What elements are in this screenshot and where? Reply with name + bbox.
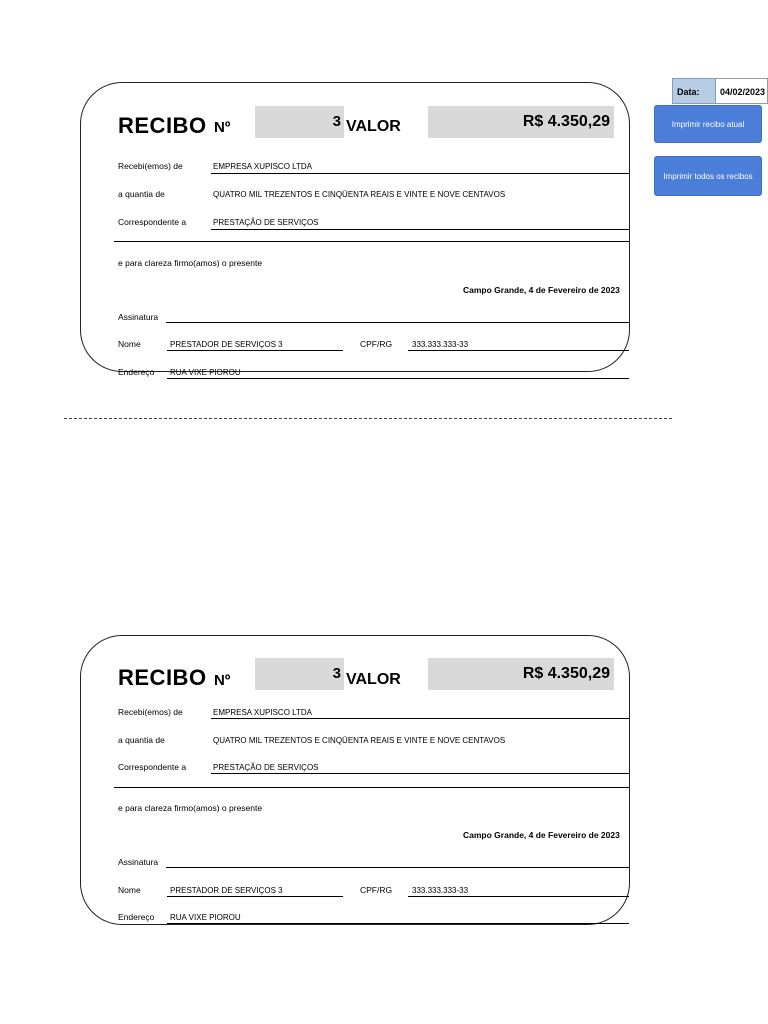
- address-underline: [167, 378, 629, 379]
- amount-words-label: a quantia de: [118, 735, 165, 745]
- clarity-text: e para clareza firmo(amos) o presente: [118, 803, 263, 813]
- section-divider: [114, 241, 629, 242]
- cpf-underline: [408, 350, 629, 351]
- received-from-underline: [211, 718, 629, 719]
- address-label: Endereço: [118, 912, 155, 922]
- amount-words-value[interactable]: QUATRO MIL TREZENTOS E CINQÜENTA REAIS E VINTE E NOVE CENTAVOS: [213, 736, 506, 745]
- place-date: Campo Grande, 4 de Fevereiro de 2023: [463, 830, 620, 840]
- amount-words-value[interactable]: QUATRO MIL TREZENTOS E CINQÜENTA REAIS E VINTE E NOVE CENTAVOS: [213, 190, 506, 199]
- address-label: Endereço: [118, 367, 155, 377]
- print-all-receipts-button[interactable]: [654, 156, 762, 196]
- amount-words-label: a quantia de: [118, 189, 165, 199]
- name-value[interactable]: PRESTADOR DE SERVIÇOS 3: [170, 886, 283, 895]
- name-label: Nome: [118, 885, 141, 895]
- print-current-receipt-button[interactable]: [654, 105, 762, 143]
- received-from-value[interactable]: EMPRESA XUPISCO LTDA: [213, 708, 312, 717]
- referring-label: Correspondente a: [118, 217, 187, 227]
- signature-label: Assinatura: [118, 857, 159, 867]
- name-label: Nome: [118, 339, 141, 349]
- received-from-label: Recebi(emos) de: [118, 161, 183, 171]
- receipt-title: RECIBO: [118, 113, 207, 138]
- cpf-underline: [408, 896, 629, 897]
- name-value[interactable]: PRESTADOR DE SERVIÇOS 3: [170, 340, 283, 349]
- receipt-number-label: Nº: [214, 672, 231, 689]
- received-from-value[interactable]: EMPRESA XUPISCO LTDA: [213, 162, 312, 171]
- place-date: Campo Grande, 4 de Fevereiro de 2023: [463, 285, 620, 295]
- cpf-label: CPF/RG: [360, 885, 393, 895]
- print-all-receipts-label: Imprimir todos os recibos: [663, 171, 753, 181]
- receipt-title: RECIBO: [118, 665, 207, 690]
- name-underline: [167, 896, 343, 897]
- signature-line[interactable]: [166, 867, 629, 868]
- date-value-cell[interactable]: [716, 78, 768, 104]
- cpf-label: CPF/RG: [360, 339, 393, 349]
- section-divider: [114, 787, 629, 788]
- date-value: 04/02/2023: [720, 87, 766, 97]
- date-label-cell: [672, 78, 716, 104]
- referring-value[interactable]: PRESTAÇÃO DE SERVIÇOS: [213, 218, 319, 227]
- address-underline: [167, 923, 629, 924]
- name-underline: [167, 350, 343, 351]
- address-value[interactable]: RUA VIXE PIOROU: [170, 368, 241, 377]
- signature-line[interactable]: [166, 322, 629, 323]
- receipt-value-label: VALOR: [346, 118, 401, 135]
- referring-underline: [211, 229, 629, 230]
- address-value[interactable]: RUA VIXE PIOROU: [170, 913, 241, 922]
- received-from-label: Recebi(emos) de: [118, 707, 183, 717]
- receipt-amount[interactable]: R$ 4.350,29: [428, 106, 614, 138]
- cpf-value[interactable]: 333.333.333-33: [412, 340, 469, 349]
- referring-value[interactable]: PRESTAÇÃO DE SERVIÇOS: [213, 763, 319, 772]
- referring-label: Correspondente a: [118, 762, 187, 772]
- received-from-underline: [211, 173, 629, 174]
- receipt-number[interactable]: 3: [255, 106, 344, 138]
- clarity-text: e para clareza firmo(amos) o presente: [118, 258, 263, 268]
- cut-line: [64, 418, 672, 419]
- receipt-amount[interactable]: R$ 4.350,29: [428, 658, 614, 690]
- referring-underline: [211, 773, 629, 774]
- cpf-value[interactable]: 333.333.333-33: [412, 886, 469, 895]
- print-current-receipt-label: Imprimir recibo atual: [671, 119, 745, 129]
- receipt-number[interactable]: 3: [255, 658, 344, 690]
- date-label: Data:: [677, 87, 700, 97]
- receipt-number-label: Nº: [214, 119, 231, 136]
- receipt-value-label: VALOR: [346, 671, 401, 688]
- signature-label: Assinatura: [118, 312, 159, 322]
